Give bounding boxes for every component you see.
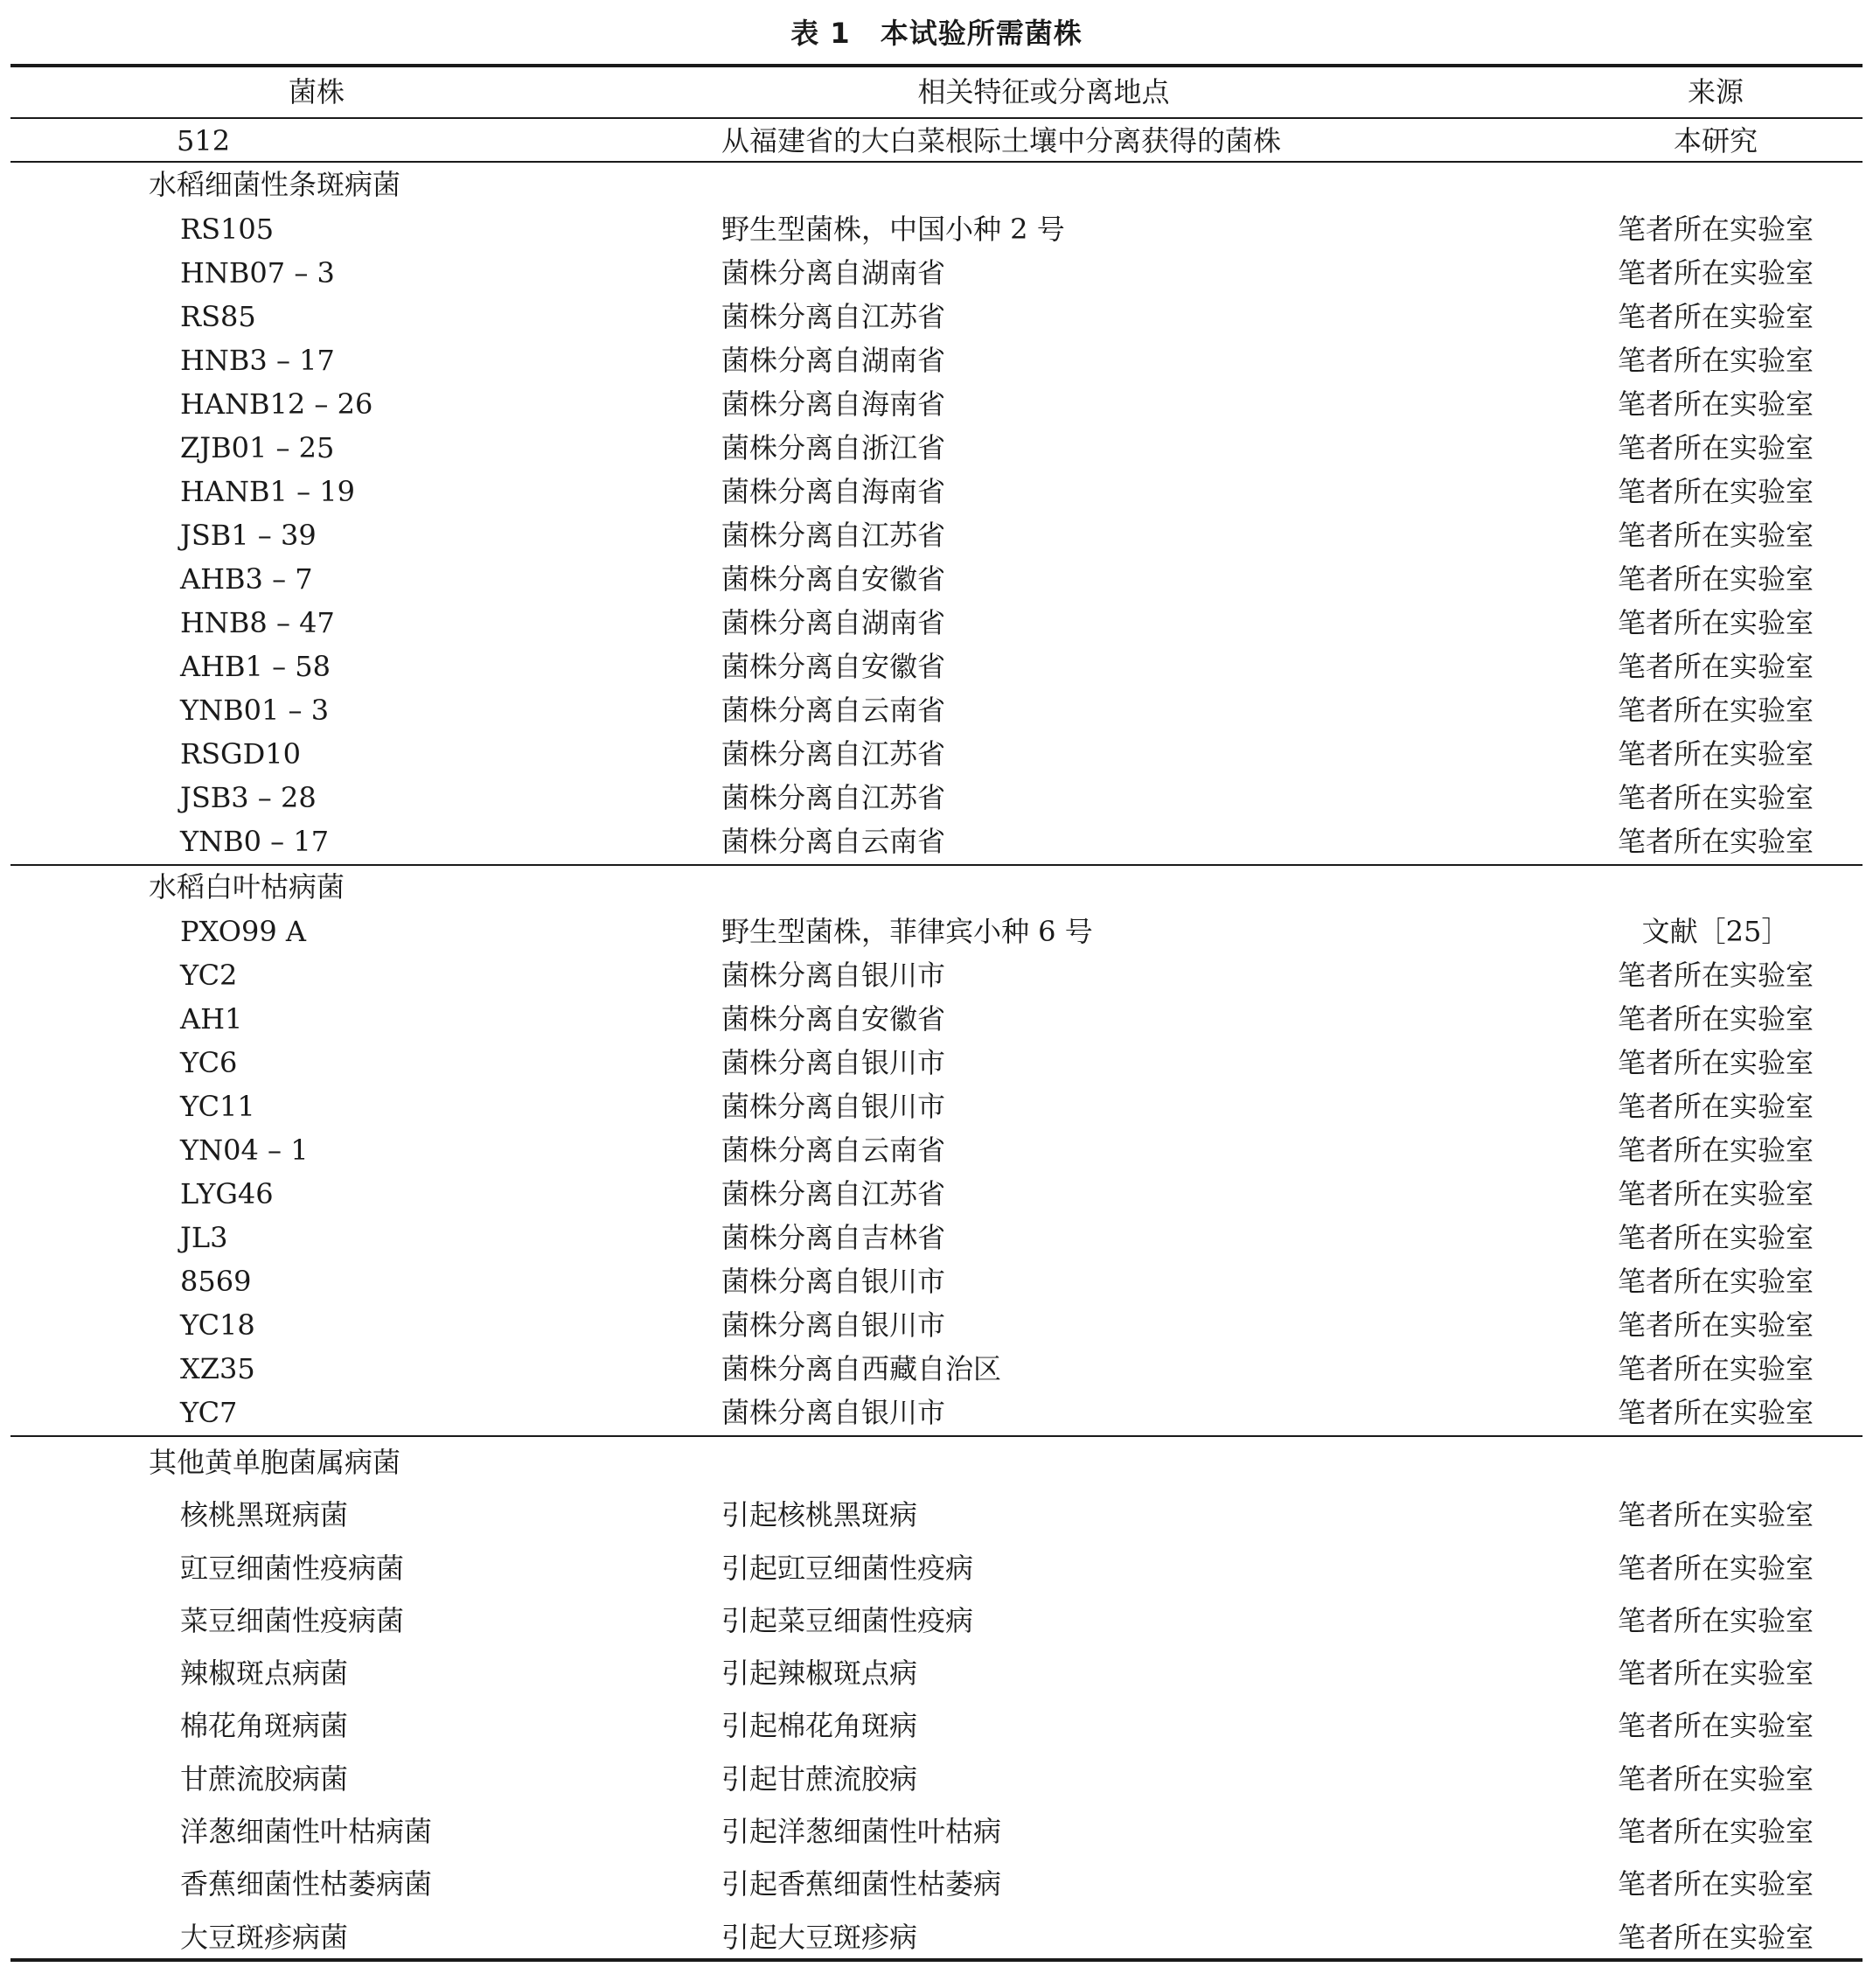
strain-cell: 8569: [180, 1265, 252, 1298]
table-row: [10, 1753, 1863, 1805]
source-cell: 笔者所在实验室: [1617, 344, 1814, 377]
strain-cell: YC11: [180, 1090, 255, 1123]
source-cell: 笔者所在实验室: [1617, 562, 1814, 596]
feature-cell: 菌株分离自西藏自治区: [721, 1352, 1002, 1385]
strain-cell: RSGD10: [180, 737, 301, 771]
source-cell: 笔者所在实验室: [1617, 519, 1814, 552]
strain-cell: YNB0 – 17: [180, 825, 330, 858]
source-cell: 笔者所在实验室: [1617, 1265, 1814, 1298]
source-cell: 笔者所在实验室: [1617, 1657, 1814, 1691]
header-source: 来源: [1687, 75, 1744, 108]
strain-cell: YC7: [180, 1396, 238, 1429]
group-row: [10, 865, 1863, 910]
feature-cell: 菌株分离自湖南省: [721, 344, 946, 377]
table-row: [10, 997, 1863, 1041]
feature-cell: 菌株分离自银川市: [721, 1308, 946, 1342]
table-row: [10, 426, 1863, 470]
table-row: [10, 513, 1863, 557]
table-row: [10, 1041, 1863, 1085]
table-row: [10, 295, 1863, 338]
strain-cell: 甘蔗流胶病菌: [180, 1761, 349, 1796]
table-row: [10, 382, 1863, 426]
strain-cell: HANB1 – 19: [180, 475, 355, 508]
strain-cell: 棉花角斑病菌: [180, 1709, 349, 1743]
table-row: [10, 1647, 1863, 1699]
strain-cell: HANB12 – 26: [180, 387, 373, 421]
source-cell: 笔者所在实验室: [1617, 825, 1814, 858]
table-row: [10, 1347, 1863, 1391]
feature-cell: 引起核桃黑斑病: [721, 1498, 918, 1532]
feature-cell: 菌株分离自安徽省: [721, 650, 946, 683]
table-row: [10, 645, 1863, 688]
strain-cell: 豇豆细菌性疫病菌: [180, 1551, 405, 1585]
table-row: [10, 1303, 1863, 1347]
groups-container: [10, 163, 1863, 1964]
strain-cell: 香蕉细菌性枯萎病菌: [180, 1867, 433, 1901]
feature-cell: 菌株分离自银川市: [721, 1396, 946, 1429]
feature-cell: 菌株分离自云南省: [721, 1134, 946, 1167]
feature-cell: 引起豇豆细菌性疫病: [721, 1551, 974, 1585]
strain-cell: AH1: [180, 1002, 243, 1036]
feature-cell: 菌株分离自银川市: [721, 1265, 946, 1298]
strain-cell: YC2: [180, 959, 238, 992]
source-cell: 笔者所在实验室: [1617, 606, 1814, 639]
strain-cell: 大豆斑疹病菌: [180, 1920, 349, 1954]
feature-cell: 菌株分离自安徽省: [721, 562, 946, 596]
source-cell: 笔者所在实验室: [1617, 1308, 1814, 1342]
table-row: [10, 119, 1863, 163]
strain-cell: LYG46: [180, 1177, 274, 1210]
source-cell: 笔者所在实验室: [1617, 781, 1814, 814]
feature-cell: 引起甘蔗流胶病: [721, 1761, 918, 1796]
strain-cell: AHB1 – 58: [180, 650, 331, 683]
group-block: [10, 865, 1863, 1434]
source-cell: 笔者所在实验室: [1617, 1920, 1814, 1954]
source-cell: 笔者所在实验室: [1617, 1815, 1814, 1849]
feature-cell: 引起洋葱细菌性叶枯病: [721, 1815, 1002, 1849]
table-title: 本试验所需菌株: [880, 17, 1083, 50]
strain-cell: YNB01 – 3: [180, 694, 330, 727]
feature-cell: 菌株分离自云南省: [721, 694, 946, 727]
feature-cell: 菌株分离自江苏省: [721, 519, 946, 552]
strain-cell: HNB3 – 17: [180, 344, 335, 377]
table-row: [10, 1391, 1863, 1434]
header-feature: 相关特征或分离地点: [917, 75, 1170, 108]
feature-cell: 引起大豆斑疹病: [721, 1920, 918, 1954]
table-row: [10, 910, 1863, 953]
table-row: [10, 470, 1863, 513]
table-caption: [0, 9, 1873, 58]
strain-cell: RS85: [180, 300, 256, 333]
group-block: [10, 1436, 1863, 1964]
source-cell: 笔者所在实验室: [1617, 1352, 1814, 1385]
table-row: [10, 1699, 1863, 1752]
table-row: [10, 1085, 1863, 1128]
table-row: [10, 207, 1863, 251]
source-cell: 笔者所在实验室: [1617, 1090, 1814, 1123]
strain-cell: 辣椒斑点病菌: [180, 1657, 349, 1691]
strain-cell: XZ35: [180, 1352, 255, 1385]
feature-cell: 菌株分离自海南省: [721, 387, 946, 421]
table-row: [10, 1858, 1863, 1910]
strain-cell: HNB07 – 3: [180, 256, 335, 289]
strain-cell: 核桃黑斑病菌: [180, 1498, 349, 1532]
source-cell: 笔者所在实验室: [1617, 256, 1814, 289]
table-row: [10, 1805, 1863, 1858]
source-cell: 笔者所在实验室: [1617, 1709, 1814, 1743]
source-cell: 笔者所在实验室: [1617, 1396, 1814, 1429]
strain-cell: HNB8 – 47: [180, 606, 335, 639]
source-cell: 笔者所在实验室: [1617, 1761, 1814, 1796]
feature-cell: 菌株分离自云南省: [721, 825, 946, 858]
source-cell: 笔者所在实验室: [1617, 1603, 1814, 1637]
feature-cell: 菌株分离自海南省: [721, 475, 946, 508]
feature-cell: 引起辣椒斑点病: [721, 1657, 918, 1691]
source-cell: 笔者所在实验室: [1617, 1498, 1814, 1532]
group-name: 水稻细菌性条斑病菌: [149, 168, 401, 201]
header-row: [10, 67, 1863, 117]
strain-cell: AHB3 – 7: [180, 562, 313, 596]
source-cell: 笔者所在实验室: [1617, 694, 1814, 727]
source-cell: 笔者所在实验室: [1617, 1177, 1814, 1210]
group-row: [10, 163, 1863, 207]
strain-cell: RS105: [180, 213, 275, 246]
group-block: [10, 163, 1863, 863]
feature-cell: 菌株分离自银川市: [721, 959, 946, 992]
strain-cell: YN04 – 1: [180, 1134, 309, 1167]
feature-cell: 野生型菌株，中国小种 2 号: [721, 213, 1065, 246]
source-cell: 笔者所在实验室: [1617, 475, 1814, 508]
table-row: [10, 1594, 1863, 1647]
feature-cell: 野生型菌株，菲律宾小种 6 号: [721, 915, 1093, 948]
feature-cell: 引起香蕉细菌性枯萎病: [721, 1867, 1002, 1901]
source-cell: 笔者所在实验室: [1617, 1867, 1814, 1901]
feature-cell: 菌株分离自湖南省: [721, 256, 946, 289]
feature-cell: 菌株分离自江苏省: [721, 737, 946, 771]
source-cell: 笔者所在实验室: [1617, 1046, 1814, 1079]
source-cell: 笔者所在实验室: [1617, 213, 1814, 246]
strain-cell: 洋葱细菌性叶枯病菌: [180, 1815, 433, 1849]
strain-cell: YC6: [180, 1046, 238, 1079]
table-row: [10, 1911, 1863, 1964]
feature-cell: 从福建省的大白菜根际土壤中分离获得的菌株: [721, 124, 1282, 157]
feature-cell: 菌株分离自浙江省: [721, 431, 946, 464]
table-row: [10, 1172, 1863, 1216]
table-row: [10, 688, 1863, 732]
table-row: [10, 338, 1863, 382]
table-row: [10, 1128, 1863, 1172]
source-cell: 笔者所在实验室: [1617, 650, 1814, 683]
feature-cell: 引起棉花角斑病: [721, 1709, 918, 1743]
feature-cell: 菌株分离自安徽省: [721, 1002, 946, 1036]
source-cell: 笔者所在实验室: [1617, 431, 1814, 464]
group-row: [10, 1436, 1863, 1489]
strain-cell: PXO99 A: [180, 915, 306, 948]
group-name: 其他黄单胞菌属病菌: [149, 1446, 401, 1479]
table-row: [10, 1489, 1863, 1541]
table-row: [10, 557, 1863, 601]
source-cell: 笔者所在实验室: [1617, 737, 1814, 771]
strain-cell: JSB3 – 28: [180, 781, 317, 814]
feature-cell: 菌株分离自银川市: [721, 1090, 946, 1123]
strain-cell: YC18: [180, 1308, 255, 1342]
strain-cell: JSB1 – 39: [180, 519, 317, 552]
table-number: 表 1: [790, 17, 851, 50]
table-row: [10, 251, 1863, 295]
table-row: [10, 953, 1863, 997]
feature-cell: 菌株分离自湖南省: [721, 606, 946, 639]
table-row: [10, 1542, 1863, 1594]
table-row: [10, 1259, 1863, 1303]
source-cell: 笔者所在实验室: [1617, 387, 1814, 421]
feature-cell: 菌株分离自江苏省: [721, 1177, 946, 1210]
source-cell: 笔者所在实验室: [1617, 959, 1814, 992]
feature-cell: 菌株分离自江苏省: [721, 781, 946, 814]
strain-cell: ZJB01 – 25: [180, 431, 335, 464]
table-row: [10, 1216, 1863, 1259]
source-cell: 本研究: [1673, 124, 1758, 157]
source-cell: 笔者所在实验室: [1617, 1221, 1814, 1254]
strain-cell: 512: [177, 124, 231, 157]
table-row: [10, 732, 1863, 776]
source-cell: 笔者所在实验室: [1617, 300, 1814, 333]
strain-table: [10, 67, 1863, 1964]
feature-cell: 引起菜豆细菌性疫病: [721, 1603, 974, 1637]
table-row: [10, 776, 1863, 820]
source-cell: 笔者所在实验室: [1617, 1002, 1814, 1036]
source-cell: 笔者所在实验室: [1617, 1551, 1814, 1585]
feature-cell: 菌株分离自吉林省: [721, 1221, 946, 1254]
strain-cell: JL3: [180, 1221, 228, 1254]
group-name: 水稻白叶枯病菌: [149, 870, 345, 903]
source-cell: 文献［25］: [1641, 915, 1790, 948]
table-row: [10, 820, 1863, 863]
feature-cell: 菌株分离自银川市: [721, 1046, 946, 1079]
strain-cell: 菜豆细菌性疫病菌: [180, 1603, 405, 1637]
feature-cell: 菌株分离自江苏省: [721, 300, 946, 333]
header-strain: 菌株: [288, 75, 345, 108]
table-row: [10, 601, 1863, 645]
source-cell: 笔者所在实验室: [1617, 1134, 1814, 1167]
